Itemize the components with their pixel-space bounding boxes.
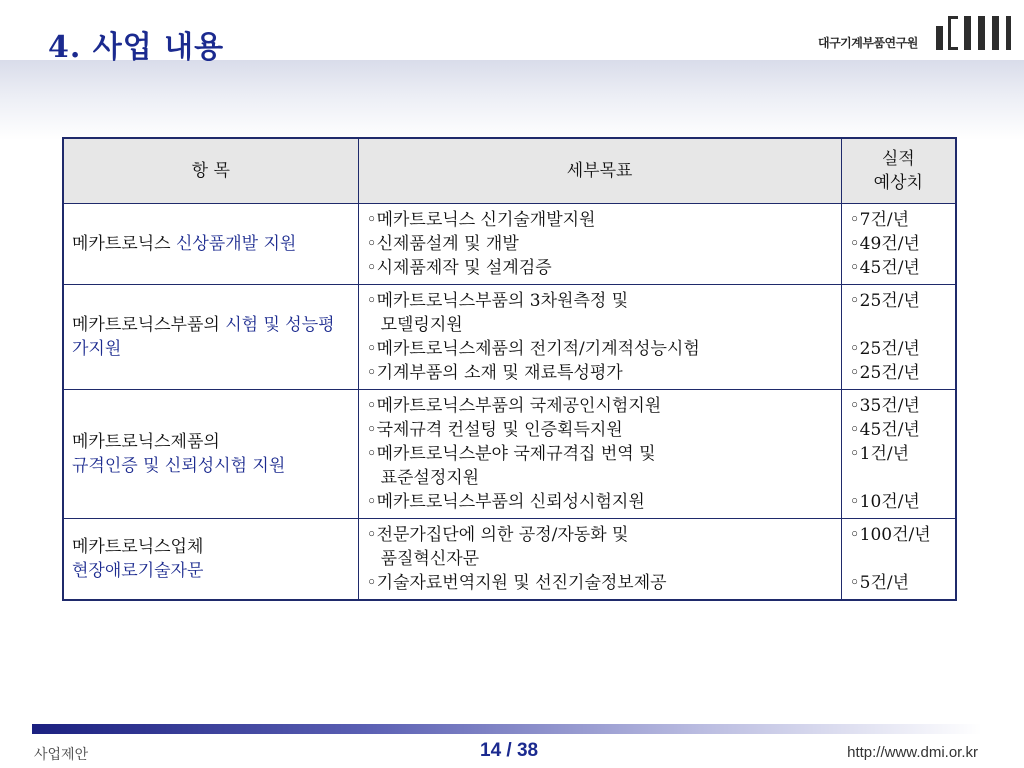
footer-gradient-bar xyxy=(32,724,982,734)
logo-text: 대구기계부품연구원 xyxy=(818,36,918,50)
plan-line: 품질혁신자문 xyxy=(380,549,480,569)
plan-line: ◦기계부품의 소재 및 재료특성평가 xyxy=(366,363,623,383)
footer-url: http://www.dmi.or.kr xyxy=(847,744,978,761)
result-spacer xyxy=(850,547,947,571)
result-line: ◦45건/년 xyxy=(849,258,920,278)
row-result xyxy=(841,204,956,285)
plan-line: ◦메카트로닉스 신기술개발지원 xyxy=(366,210,596,230)
plan-line: ◦메카트로닉스부품의 3차원측정 및 xyxy=(366,291,629,311)
header-detail: 세부목표 xyxy=(358,138,841,204)
page-number: 14 / 38 xyxy=(480,740,539,761)
header-item: 항 목 xyxy=(63,138,358,204)
result-line: ◦1건/년 xyxy=(849,444,910,464)
result-line: ◦35건/년 xyxy=(849,396,920,416)
slide-title: 4. 사업 내용 xyxy=(48,30,225,65)
item-text: 메카트로닉스부품의 xyxy=(72,315,226,335)
result-line: ◦49건/년 xyxy=(849,234,920,254)
item-text: 메카트로닉스 xyxy=(72,234,176,254)
business-content-table xyxy=(62,137,957,601)
plan-line: ◦메카트로닉스부품의 신뢰성시험지원 xyxy=(366,492,645,512)
result-line: ◦5건/년 xyxy=(849,573,910,593)
table-row xyxy=(63,204,956,285)
header-result xyxy=(841,138,956,204)
footer-section-label: 사업제안 xyxy=(34,747,89,763)
item-highlight: 현장애로기술자문 xyxy=(72,561,204,581)
result-spacer xyxy=(850,466,947,490)
item-highlight: 시험 및 성능평가지원 xyxy=(72,315,335,359)
result-line: ◦45건/년 xyxy=(849,420,920,440)
row-item xyxy=(63,204,358,285)
table-row xyxy=(63,285,956,390)
plan-line: ◦메카트로닉스부품의 국제공인시험지원 xyxy=(366,396,662,416)
item-highlight: 신상품개발 지원 xyxy=(175,234,297,254)
item-text: 메카트로닉스업체 xyxy=(72,537,204,557)
item-text: 메카트로닉스제품의 xyxy=(72,432,220,452)
row-item xyxy=(63,519,358,601)
plan-line: ◦신제품설계 및 개발 xyxy=(366,234,519,254)
result-spacer xyxy=(850,313,947,337)
plan-line: 모델링지원 xyxy=(380,315,463,335)
plan-line: ◦메카트로닉스제품의 전기적/기계적성능시험 xyxy=(366,339,700,359)
plan-line: ◦기술자료번역지원 및 선진기술정보제공 xyxy=(366,573,667,593)
row-item xyxy=(63,390,358,519)
logo-bars-icon xyxy=(934,16,1012,52)
plan-line: 표준설정지원 xyxy=(380,468,480,488)
row-result xyxy=(841,390,956,519)
row-result xyxy=(841,519,956,601)
result-line: ◦100건/년 xyxy=(849,525,931,545)
row-plan xyxy=(358,204,841,285)
row-item xyxy=(63,285,358,390)
row-plan xyxy=(358,390,841,519)
result-line: ◦25건/년 xyxy=(849,363,920,383)
plan-line: ◦전문가집단에 의한 공정/자동화 및 xyxy=(366,525,629,545)
plan-line: ◦메카트로닉스분야 국제규격집 번역 및 xyxy=(366,444,656,464)
institute-logo xyxy=(816,14,1014,56)
header-gradient xyxy=(0,60,1024,140)
row-result xyxy=(841,285,956,390)
row-plan xyxy=(358,285,841,390)
result-line: ◦25건/년 xyxy=(849,339,920,359)
result-line: ◦7건/년 xyxy=(849,210,910,230)
table-header-row xyxy=(63,138,956,204)
result-line: ◦10건/년 xyxy=(849,492,920,512)
table-row xyxy=(63,519,956,601)
header-result-line1: 실적 xyxy=(881,149,915,169)
row-plan xyxy=(358,519,841,601)
plan-line: ◦시제품제작 및 설계검증 xyxy=(366,258,552,278)
header-result-line2: 예상치 xyxy=(873,173,923,193)
item-highlight: 규격인증 및 신뢰성시험 지원 xyxy=(72,456,286,476)
result-line: ◦25건/년 xyxy=(849,291,920,311)
table-row xyxy=(63,390,956,519)
plan-line: ◦국제규격 컨설팅 및 인증획득지원 xyxy=(366,420,623,440)
